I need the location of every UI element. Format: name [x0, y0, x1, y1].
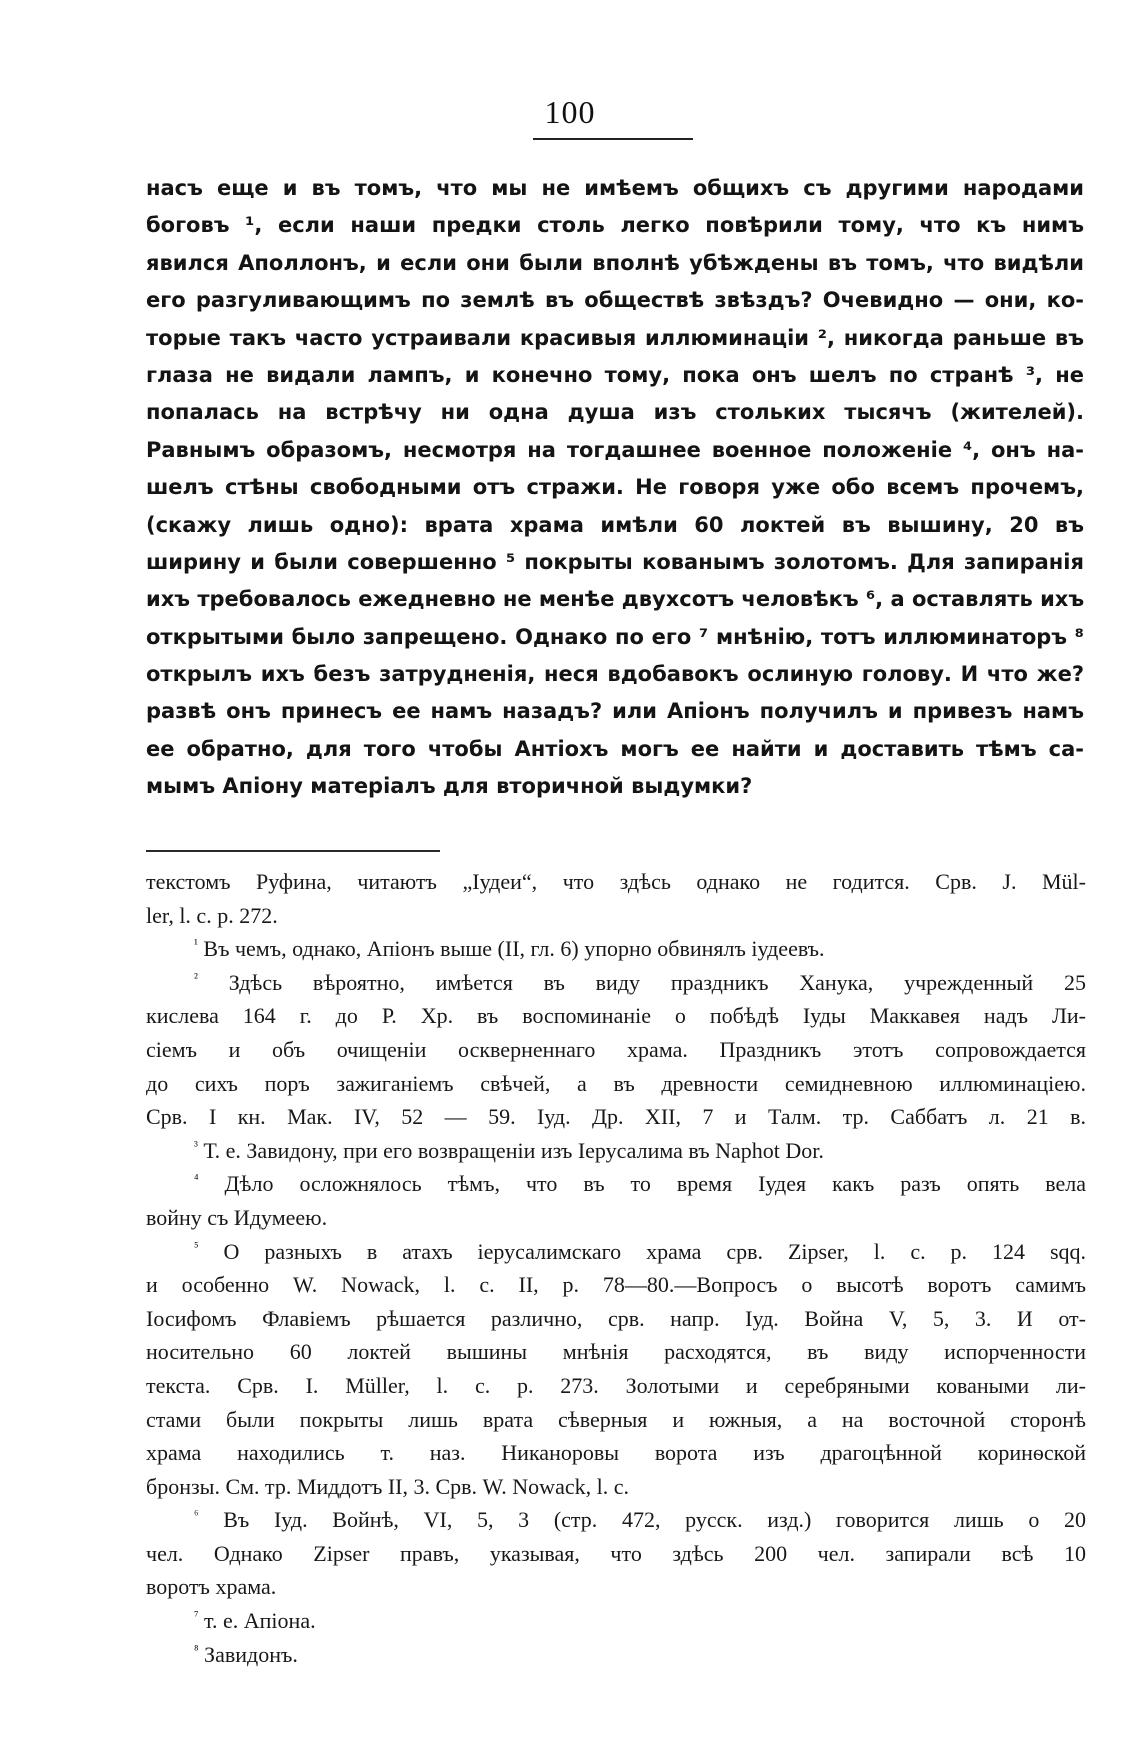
main-text-line: насъ еще и въ томъ, что мы не имѣемъ общихъ съ другими народами — [146, 176, 1084, 200]
footnotes — [146, 865, 1086, 1671]
footnote-marker: ¹ — [194, 936, 198, 952]
footnote-6 — [146, 1503, 1086, 1604]
main-text-line: Равнымъ образомъ, несмотря на тогдашнее военное положеніе ⁴, онъ на- — [146, 437, 1084, 462]
footnote-3 — [146, 1134, 1086, 1168]
main-text — [146, 170, 1084, 806]
footnote-line: сіемъ и объ очищеніи оскверненнаго храма. Праздникъ этотъ сопровождается — [146, 1036, 1086, 1062]
main-text-line: попалась на встрѣчу ни одна душа изъ стольких тысячъ (жителей). — [146, 400, 1084, 425]
footnote-marker: ⁴ — [194, 1171, 199, 1187]
footnote-line: кислева 164 г. до Р. Хр. въ воспоминаніе о побѣдѣ Іуды Маккавея надъ Ли- — [146, 1003, 1086, 1029]
footnote-line: ler, l. c. p. 272. — [146, 902, 278, 928]
footnote-marker: ³ — [194, 1137, 198, 1153]
footnote-line: до сихъ поръ зажиганіемъ свѣчей, а въ древности семидневною иллюминаціею. — [146, 1070, 1086, 1096]
footnote-4 — [146, 1167, 1086, 1234]
footnote-line: Срв. I кн. Мак. IV, 52 — 59. Іуд. Др. XII, 7 и Талм. тр. Саббатъ л. 21 в. — [146, 1104, 1086, 1130]
footnote-marker: ⁷ — [194, 1608, 199, 1624]
footnote-line: храма находились т. наз. Никаноровы ворота изъ драгоцѣнной коринѳской — [146, 1440, 1086, 1466]
footnote-line: текста. Срв. I. Müller, l. c. p. 273. Золотыми и серебряными коваными ли- — [146, 1372, 1086, 1398]
main-text-line: ширину и были совершенно ⁵ покрыты кованымъ золотомъ. Для запиранія — [146, 549, 1084, 574]
footnote-1 — [146, 932, 1086, 966]
footnote-line: воротъ храма. — [146, 1574, 277, 1600]
footnote-marker: ⁶ — [194, 1507, 199, 1523]
footnote-line: текстомъ Руфина, читаютъ „Іудеи“, что здѣсь однако не годится. Срв. J. Mül- — [146, 869, 1086, 894]
footnote-7 — [146, 1604, 1086, 1638]
main-text-line: боговъ ¹, если наши предки столь легко повѣрили тому, что къ нимъ — [146, 213, 1084, 238]
main-text-line: его разгуливающимъ по землѣ въ обществѣ звѣздъ? Очевидно — они, ко- — [146, 288, 1084, 313]
footnote-marker: ² — [194, 969, 198, 985]
main-text-line: открылъ ихъ безъ затрудненія, неся вдобавокъ ослиную голову. И что же? — [146, 662, 1084, 687]
footnote-line: и особенно W. Nowack, l. c. II, p. 78—80.—Вопросъ о высотѣ воротъ самимъ — [146, 1272, 1086, 1298]
footnote-separator — [146, 850, 440, 852]
main-text-line: открытыми было запрещено. Однако по его ⁷ мнѣнію, тотъ иллюминаторъ ⁸ — [146, 624, 1084, 649]
main-text-line: (скажу лишь одно): врата храма имѣли 60 локтей въ вышину, 20 въ — [146, 512, 1084, 537]
page-number: 100 — [544, 94, 596, 130]
main-text-line: ихъ требовалось ежедневно не менѣе двухсотъ человѣкъ ⁶, а оставлять ихъ — [146, 587, 1085, 612]
footnote-line: $^{^4}$ Дѣло осложнялось тѣмъ, что въ то время Іудея какъ разъ опять вела — [194, 1171, 1086, 1197]
footnote-line: $^{^7}$ т. е. Апіона. — [194, 1608, 316, 1634]
footnote-line: $^{^3}$ Т. е. Завидону, при его возвращеніи изъ Іерусалима въ Naphot Dor. — [194, 1137, 824, 1163]
footnote-line: чел. Однако Zipser правъ, указывая, что здѣсь 200 чел. запирали всѣ 10 — [146, 1540, 1086, 1566]
footnote-line: Іосифомъ Флавіемъ рѣшается различно, срв. напр. Іуд. Война V, 5, 3. И от- — [146, 1305, 1086, 1331]
footnote-line: $^{^2}$ Здѣсь вѣроятно, имѣется въ виду праздникъ Ханука, учрежденный 25 — [194, 969, 1087, 995]
main-text-line: явился Аполлонъ, и если они были вполнѣ убѣждены въ томъ, что видѣли — [146, 250, 1084, 275]
footnote-marker: ⁵ — [194, 1238, 199, 1254]
main-text-line: мымъ Апіону матеріалъ для вторичной выдумки? — [146, 774, 753, 799]
footnote-2 — [146, 966, 1086, 1134]
footnote-line: $^{^8}$ Завидонъ. — [194, 1641, 298, 1667]
footnote-line: бронзы. См. тр. Миддотъ II, 3. Срв. W. Nowack, l. c. — [146, 1473, 629, 1499]
footnote-continuation — [146, 865, 1086, 932]
main-text-line: развѣ онъ принесъ ее намъ назадъ? или Апіонъ получилъ и привезъ намъ — [146, 699, 1084, 724]
footnote-line: $^{^1}$ Въ чемъ, однако, Апіонъ выше (II, гл. 6) упорно обвинялъ іудеевъ. — [194, 936, 825, 962]
footnote-line: войну съ Идумеею. — [146, 1204, 328, 1230]
footnote-line: носительно 60 локтей вышины мнѣнія расходятся, въ виду испорченности — [146, 1339, 1086, 1365]
main-text-line: шелъ стѣны свободными отъ стражи. Не говоря уже обо всемъ прочемъ, — [146, 475, 1084, 500]
page-number-rule — [533, 138, 693, 140]
footnote-8 — [146, 1638, 1086, 1672]
footnote-line: $^{^5}$ О разныхъ в атахъ іерусалимскаго храма срв. Zipser, l. c. p. 124 sqq. — [194, 1238, 1087, 1264]
footnote-5 — [146, 1235, 1086, 1504]
footnote-line: $^{^6}$ Въ Іуд. Войнѣ, VI, 5, 3 (стр. 472, русск. изд.) говорится лишь о 20 — [194, 1507, 1087, 1533]
main-text-line: ее обратно, для того чтобы Антіохъ могъ ее найти и доставить тѣмъ са- — [146, 736, 1084, 761]
footnote-marker: ⁸ — [194, 1641, 199, 1657]
footnote-line: стами были покрыты лишь врата сѣверныя и южныя, а на восточной сторонѣ — [146, 1406, 1086, 1432]
main-text-line: торые такъ часто устраивали красивыя иллюминаціи ², никогда раньше въ — [146, 325, 1084, 350]
main-text-line: глаза не видали лампъ, и конечно тому, пока онъ шелъ по странѣ ³, не — [146, 362, 1084, 387]
